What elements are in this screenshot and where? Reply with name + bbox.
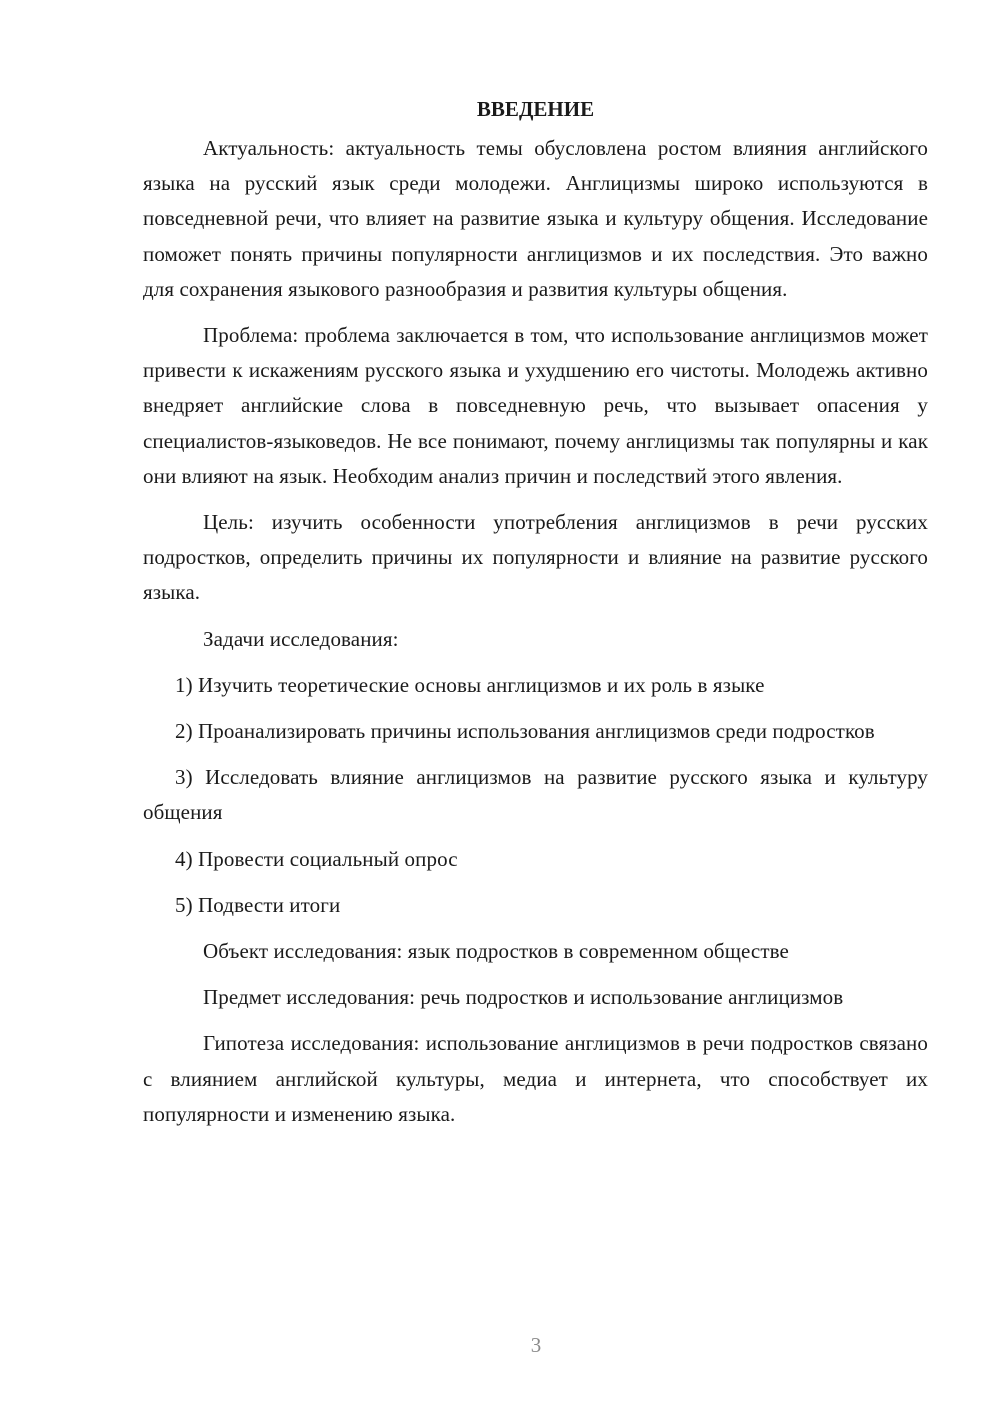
task-item-2: 2) Проанализировать причины использования англицизмов среди подростков — [175, 719, 875, 744]
paragraph-tasks-heading: Задачи исследования: — [203, 626, 399, 651]
page-title: ВВЕДЕНИЕ — [476, 97, 595, 121]
task-item-1: 1) Изучить теоретические основы англицизмов и их роль в языке — [175, 672, 765, 697]
page-number: 3 — [530, 1333, 542, 1357]
paragraph-goal: Цель: изучить особенности употребления англицизмов в речи русских подростков, определить причины их популярности и влияние на развитие русского языка. — [143, 510, 928, 605]
paragraph-hypothesis: Гипотеза исследования: использование англицизмов в речи подростков связано с влиянием английской культуры, медиа и интернета, что способствует их популярности и изменению языка. — [143, 1031, 928, 1126]
paragraph-object: Объект исследования: язык подростков в современном обществе — [203, 939, 789, 964]
paragraph-problem: Проблема: проблема заключается в том, что использование англицизмов может привести к искажениям русского языка и ухудшению его чистоты. Молодежь активно внедряет английские слова в повседневную речь, что вызывает опасения у специалистов-языковедов. Не все понимают, почему англицизмы так популярны и как они влияют на язык. Необходим анализ причин и последствий этого явления. — [143, 323, 928, 488]
task-item-5: 5) Подвести итоги — [175, 892, 341, 917]
task-item-4: 4) Провести социальный опрос — [175, 846, 458, 871]
paragraph-subject: Предмет исследования: речь подростков и использование англицизмов — [203, 985, 844, 1010]
document-page — [143, 92, 928, 1143]
paragraph-relevance: Актуальность: актуальность темы обусловлена ростом влияния английского языка на русский язык среди молодежи. Англицизмы широко используются в повседневной речи, что влияет на развитие языка и культуру общения. Исследование поможет понять причины популярности англицизмов и их последствия. Это важно для сохранения языкового разнообразия и развития культуры общения. — [143, 136, 928, 301]
task-item-3: 3) Исследовать влияние англицизмов на развитие русского языка и культуру общения — [143, 765, 928, 825]
